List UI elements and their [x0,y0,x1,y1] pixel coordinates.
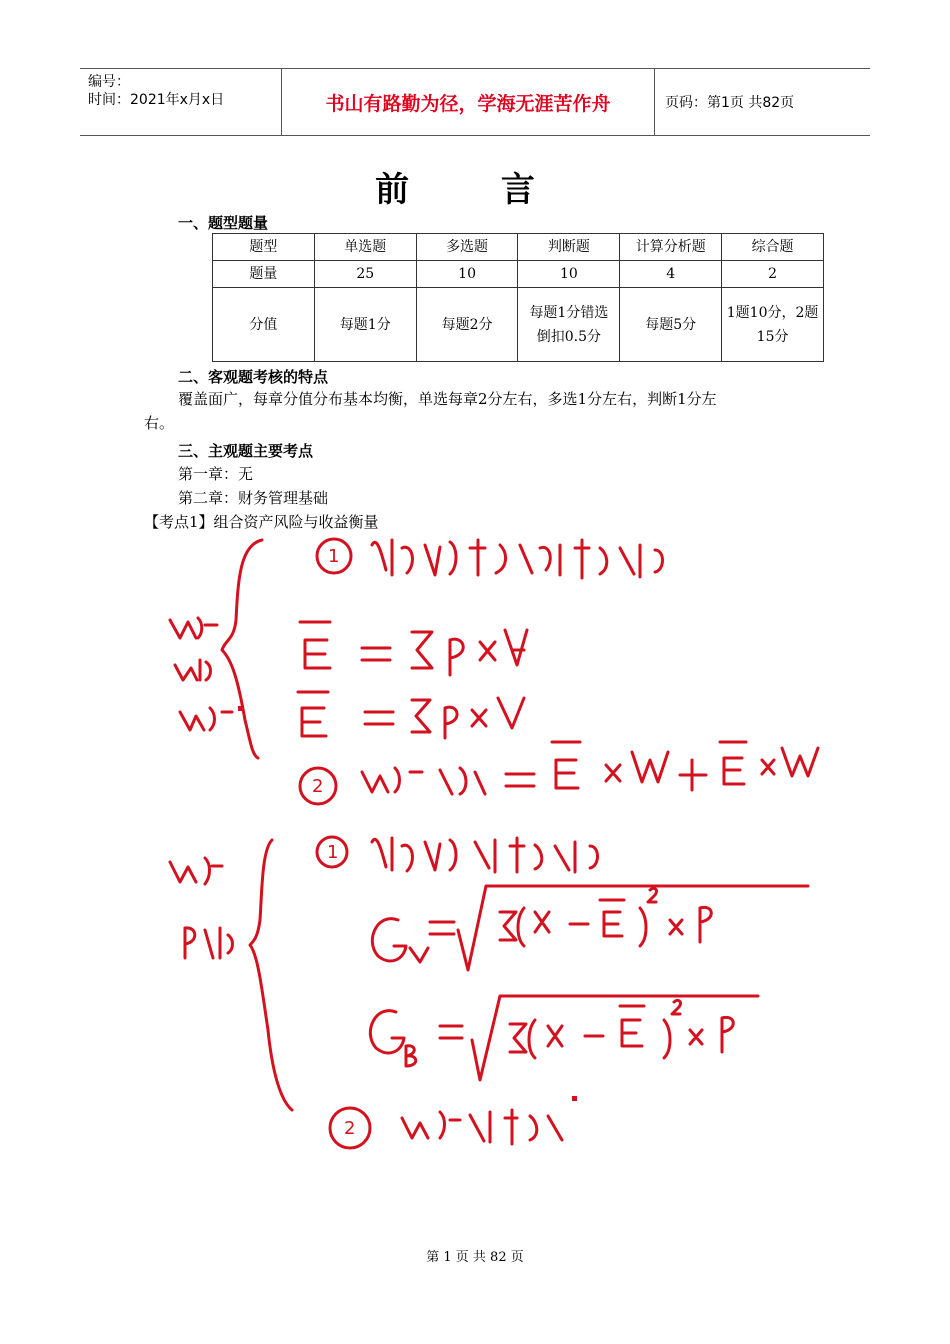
table-cell: 每题1分错选倒扣0.5分 [518,288,620,362]
objective-text-line1: 覆盖面广，每章分值分布基本均衡，单选每章2分左右，多选1分左右，判断1分左 [178,390,717,408]
table-cell: 25 [314,261,416,288]
page-title: 前 言 [375,170,575,210]
header-motto: 书山有路勤为径，学海无涯苦作舟 [282,69,655,135]
table-cell: 分值 [213,288,315,362]
handwritten-scribble [372,838,598,872]
table-cell: 计算分析题 [620,234,722,261]
chapter1-text: 第一章：无 [178,465,254,483]
handwritten-scribble [500,888,711,946]
handwritten-scribble [185,928,233,958]
handwritten-number: 1 [327,842,339,863]
table-cell: 每题5分 [620,288,722,362]
header-page-info: 页码：第1页 共82页 [665,95,795,111]
handwritten-scribble [440,996,758,1080]
handwritten-number: 2 [312,776,324,797]
handwritten-scribble [402,1110,562,1144]
time-label: 时间：2021年x月x日 [88,92,225,108]
handwritten-scribble [170,858,222,884]
table-cell: 每题2分 [416,288,518,362]
handwritten-sigma-a [372,919,428,962]
handwritten-eb-symbol [298,692,328,736]
objective-text-line2: 右。 [144,414,175,432]
handwritten-dot [572,1096,577,1101]
page-footer: 第 1 页 共 82 页 [426,1250,524,1265]
table-cell: 4 [620,261,722,288]
handwritten-number: 2 [344,1118,356,1139]
handwritten-dot [238,706,243,711]
chapter2-text: 第二章：财务管理基础 [178,489,329,507]
table-cell: 题型 [213,234,315,261]
handwritten-scribble [362,630,527,675]
handwritten-scribble [180,708,232,730]
table-cell: 每题1分 [314,288,416,362]
section-heading-subjective: 三、主观题主要考点 [178,442,314,460]
handwritten-ea-symbol [300,622,330,668]
handwritten-scribble [362,768,485,794]
handwritten-scribble [365,698,524,738]
table-cell: 2 [722,261,824,288]
number-label: 编号： [88,74,130,90]
section-heading-question-types: 一、题型题量 [178,214,269,232]
table-cell: 综合题 [722,234,824,261]
table-cell: 多选题 [416,234,518,261]
table-cell: 10 [416,261,518,288]
key-point-1: 【考点1】组合资产风险与收益衡量 [144,513,379,531]
handwritten-scribble [510,1000,733,1058]
table-cell: 1题10分，2题15分 [722,288,824,362]
handwritten-scribble [372,540,663,578]
handwritten-number: 1 [328,546,340,567]
handwritten-scribble [506,774,534,786]
handwritten-brace [250,840,292,1110]
handwritten-sigma-b [370,1011,415,1066]
handwritten-scribble [170,618,217,638]
table-cell: 判断题 [518,234,620,261]
section-heading-objective: 二、客观题考核的特点 [178,368,329,386]
table-cell: 单选题 [314,234,416,261]
handwritten-scribble [175,660,211,680]
handwritten-brace [222,540,262,758]
table-cell: 题量 [213,261,315,288]
table-cell: 10 [518,261,620,288]
handwritten-scribble [552,742,818,790]
